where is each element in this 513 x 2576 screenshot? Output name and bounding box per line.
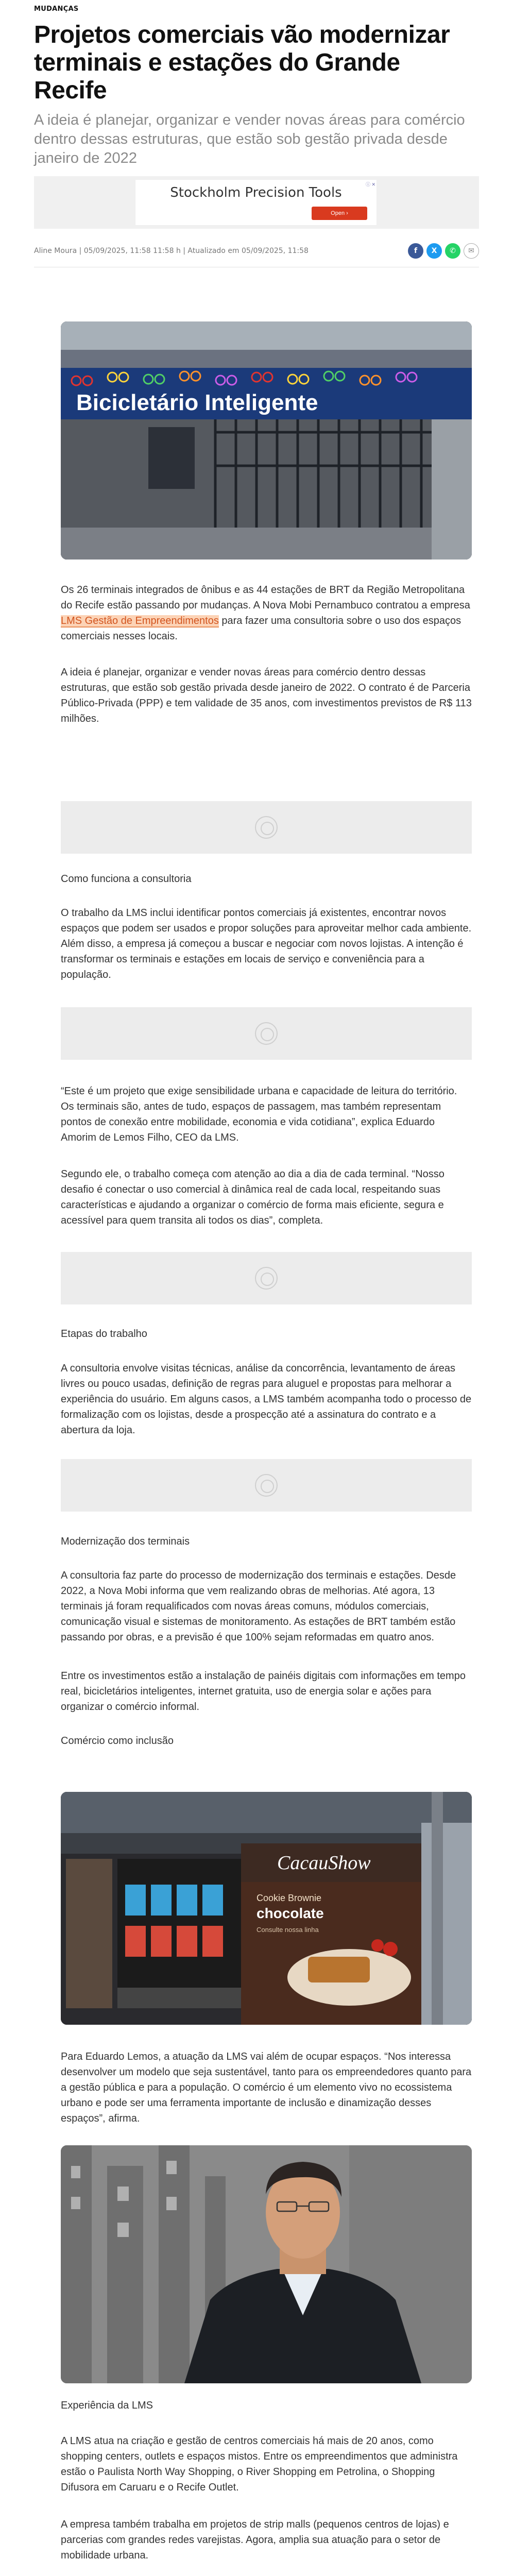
facebook-share-icon[interactable]: f xyxy=(408,243,423,259)
bike-rack-sign-text: Bicicletário Inteligente xyxy=(76,390,318,415)
paragraph-11: A empresa também trabalha em projetos de strip malls (pequenos centros de lojas) e parcerias com grandes redes varejistas. Agora, amplia sua atuação para o setor de mobilidade urbana. xyxy=(61,2519,449,2561)
ad-slot xyxy=(61,1459,472,1512)
top-ad-container xyxy=(34,176,479,229)
store-brand-text: CacauShow xyxy=(277,1852,371,1874)
lms-link[interactable]: LMS Gestão de Empreendimentos xyxy=(61,615,219,626)
byline: Aline Moura | 05/09/2025, 11:58 11:58 h | Atualizado em 05/09/2025, 11:58 xyxy=(34,247,309,255)
ad-close-icon[interactable]: ⓘ ✕ xyxy=(365,182,375,187)
share-buttons xyxy=(408,243,479,259)
paragraph-7: A consultoria faz parte do processo de modernização dos terminais e estações. Desde 2022, a Nova Mobi informa que vem realizando obras de melhorias. Até agora, 13 terminais já foram requalificados com novas áreas comuns, módulos comerciais, comunicação visual e sistemas de monitoramento. As estações de BRT também estão passando por obras, e a previsão é que 100% sejam reformadas em quatro anos. xyxy=(61,1570,456,1643)
portrait-photo xyxy=(61,2145,472,2383)
ad-slot xyxy=(61,1007,472,1060)
top-ad[interactable] xyxy=(135,179,377,226)
paragraph-3: O trabalho da LMS inclui identificar pontos comerciais já existentes, encontrar novos espaços que podem ser usados e propor soluções para aproveitar melhor cada ambiente. Além disso, a empresa já começou a buscar e negociar com novos lojistas. A intenção é transformar os terminais e estações em locais de serviço e conveniência para a população. xyxy=(61,907,472,980)
paragraph-2: A ideia é planejar, organizar e vender novas áreas para comércio dentro dessas estruturas, que estão sob gestão privada desde janeiro de 2022. O contrato é de Parceria Público-Privada (PPP) e tem validade de 35 anos, com investimentos previstos de R$ 113 milhões. xyxy=(61,667,472,724)
ad-placeholder-icon xyxy=(255,1267,278,1290)
paragraph-1: Os 26 terminais integrados de ônibus e as 44 estações de BRT da Região Metropolitana do Recife estão passando por mudanças. A Nova Mobi Pernambuco contratou a empresa LMS Gestão de Empreendimentos para fazer uma consultoria sobre o uso dos espaços comerciais nesses locais. xyxy=(61,584,470,642)
subheading-how-it-works: Como funciona a consultoria xyxy=(61,873,192,885)
store-illustration xyxy=(61,1792,472,2025)
ad-slot xyxy=(61,1252,472,1304)
whatsapp-share-icon[interactable]: ✆ xyxy=(445,243,460,259)
email-share-icon[interactable]: ✉ xyxy=(464,243,479,259)
ad-open-button[interactable]: Open › xyxy=(312,207,367,220)
ad-title[interactable]: Stockholm Precision Tools xyxy=(170,185,342,200)
bike-rack-photo xyxy=(61,321,472,560)
subheading-modernization: Modernização dos terminais xyxy=(61,1536,190,1547)
store-promo-text-3: Consulte nossa linha xyxy=(256,1926,319,1934)
ad-placeholder-icon xyxy=(255,816,278,839)
subheading-inclusion: Comércio como inclusão xyxy=(61,1735,174,1747)
store-promo-text-2: chocolate xyxy=(256,1905,324,1921)
paragraph-4-quote: “Este é um projeto que exige sensibilidade urbana e capacidade de leitura do território. Os terminais são, antes de tudo, espaços de passagem, mas também representam pontos de conexão entre mobilidade, economia e vida cotidiana”, explica Eduardo Amorim de Lemos Filho, CEO da LMS. xyxy=(61,1086,457,1143)
article-subtitle: A ideia é planejar, organizar e vender novas áreas para comércio dentro dessas estruturas, que estão sob gestão privada desde janeiro de 2022 xyxy=(34,112,465,166)
bike-rack-illustration xyxy=(61,321,472,560)
paragraph-8: Entre os investimentos estão a instalação de painéis digitais com informações em tempo real, bicicletários inteligentes, internet gratuita, uso de energia solar e ações para organizar o comércio informal. xyxy=(61,1670,466,1713)
paragraph-5: Segundo ele, o trabalho começa com atenção ao dia a dia de cada terminal. “Nosso desafio é conectar o uso comercial à dinâmica real de cada local, respeitando suas características e ajudando a organizar o comércio de forma mais eficiente, segura e acessível para quem transita ali todos os dias”, completa. xyxy=(61,1168,444,1226)
paragraph-10: A LMS atua na criação e gestão de centros comerciais há mais de 20 anos, como shopping centers, outlets e espaços mistos. Entre os empreendimentos que administra estão o Paulista North Way Shopping, o River Shopping em Petrolina, o Shopping Difusora em Caruaru e o Recife Outlet. xyxy=(61,2435,458,2493)
section-tag[interactable]: MUDANÇAS xyxy=(34,5,79,13)
store-promo-text-1: Cookie Brownie xyxy=(256,1893,322,1903)
store-photo xyxy=(61,1792,472,2025)
ad-placeholder-icon xyxy=(255,1022,278,1045)
paragraph-9: Para Eduardo Lemos, a atuação da LMS vai além de ocupar espaços. “Nos interessa desenvolver um modelo que seja sustentável, tanto para os empreendedores quanto para a gestão pública e para a população. O comércio é um elemento vivo no ecossistema urbano e pode ser uma ferramenta importante de inclusão e dinamização desses espaços”, afirma. xyxy=(61,2051,472,2124)
meta-row xyxy=(34,243,479,259)
x-share-icon[interactable]: X xyxy=(426,243,442,259)
ad-placeholder-icon xyxy=(255,1474,278,1497)
ad-slot xyxy=(61,801,472,854)
subheading-stages: Etapas do trabalho xyxy=(61,1328,147,1340)
portrait-illustration xyxy=(61,2145,472,2383)
paragraph-6: A consultoria envolve visitas técnicas, análise da concorrência, levantamento de áreas livres ou pouco usadas, definição de regras para aluguel e propostas para melhorar a experiência do usuário. Em alguns casos, a LMS também acompanha todo o processo de formalização com os lojistas, desde a prospecção até a assinatura do contrato e a abertura da loja. xyxy=(61,1363,472,1436)
article-title: Projetos comerciais vão modernizar terminais e estações do Grande Recife xyxy=(34,21,450,104)
subheading-experience: Experiência da LMS xyxy=(61,2400,153,2411)
